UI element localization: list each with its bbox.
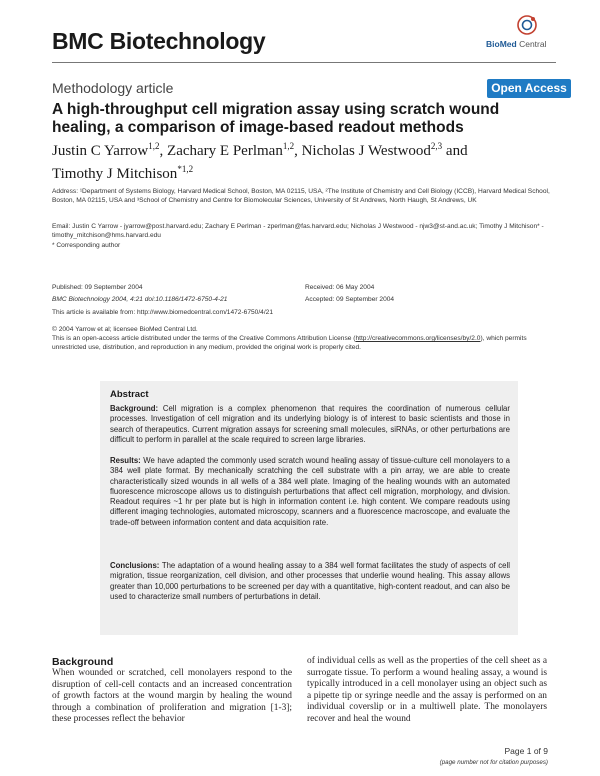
- accepted-date: Accepted: 09 September 2004: [305, 296, 395, 303]
- abstract-box: [100, 381, 518, 635]
- author-affil: 1,2: [282, 141, 295, 151]
- citation: BMC Biotechnology 2004, 4:21 doi:10.1186/1472-6750-4-21: [52, 296, 228, 303]
- article-title: A high-throughput cell migration assay using scratch wound healing, a comparison of image-based readout methods: [52, 101, 500, 136]
- author-affil: 2,3: [430, 141, 443, 151]
- published-date: Published: 09 September 2004: [52, 284, 143, 291]
- biomed-logo-icon: [516, 14, 538, 36]
- author-name: Justin C Yarrow: [52, 143, 149, 159]
- received-date: Received: 06 May 2004: [305, 284, 375, 291]
- open-access-badge[interactable]: Open Access: [487, 79, 571, 98]
- journal-title: BMC Biotechnology: [52, 28, 266, 54]
- author-affil: 1,2: [148, 141, 160, 151]
- copyright: © 2004 Yarrow et al; licensee BioMed Central Ltd.: [52, 326, 198, 333]
- body-column-left: When wounded or scratched, cell monolayers respond to the disruption of cell-cell contacts and an increased concentration of growth factors at the wound margin by healing the wound through a combination of proliferation and migration [1-3]; these processes reflect the behavior: [52, 668, 292, 725]
- author-list: Justin C Yarrow$^{1,2}$, Zachary E Perlman$^{1,2}$, Nicholas J Westwood$^{2,3}$ and Timothy J Mitchison$^{*1,2}$: [52, 141, 468, 182]
- license-text: This is an open-access article distributed under the terms of the Creative Commons Attribution License (http://creativecommons.org/licenses/by/2.0), which permits unrestricted use, distribution, and reproduction in any medium, provided the original work is properly cited.: [52, 335, 527, 351]
- abstract-conclusions: Conclusions: The adaptation of a wound healing assay to a 384 well format facilitates the study of aspects of cell migration, tissue reorganization, cell division, and other processes that underlie wound healing. This assay allows greater than 10,000 perturbations to be screened per day with a quantitative, high-content readout, and can also be used to characterize small numbers of perturbations in detail.: [110, 561, 510, 601]
- article-url[interactable]: This article is available from: http://www.biomedcentral.com/1472-6750/4/21: [52, 309, 273, 316]
- author-affil: *1,2: [177, 164, 194, 174]
- author-name: Zachary E Perlman: [167, 143, 283, 159]
- biomed-central-logo[interactable]: [478, 14, 564, 54]
- author-and: and: [445, 143, 468, 159]
- affiliation-address: Address: ¹Department of Systems Biology, Harvard Medical School, Boston, MA 02115, USA, ²The Institute of Chemistry and Cell Biology (ICCB), Harvard Medical School, Boston, MA 02115, USA and ³School of Chemistry and Centre for Biomolecular Sciences, University of St Andrews, North Haugh, St Andrews, UK: [52, 188, 550, 204]
- header-rule: [52, 62, 556, 63]
- abstract-background: Background: Cell migration is a complex phenomenon that requires the coordination of numerous cellular processes. Investigation of cell migration and its underlying biology is of interest to basic scientists and those in search of therapeutics. Current migration assays for screening small molecules, siRNAs, or other perturbations are difficult to perform in parallel at the scale required to screen large libraries.: [110, 404, 510, 444]
- page-number: Page 1 of 9: [504, 746, 548, 756]
- author-name: Timothy J Mitchison: [52, 166, 178, 182]
- abstract-heading: Abstract: [110, 389, 149, 400]
- logo-text: BioMed Central: [486, 39, 547, 49]
- page-number-note: (page number not for citation purposes): [439, 759, 548, 766]
- abstract-results: Results: We have adapted the commonly used scratch wound healing assay of tissue-culture cell monolayers to a 384 well plate format. By mechanically scratching the cell substrate with a pin array, we are able to create characteristically sized wounds in all wells of a 384 well plate. Imaging of the healing wounds with an automated fluorescence microscope allows us to distinguish perturbations that affect cell migration, morphology, and division. Readout requires ~1 hr per plate but is high in information content i.e. high content. We compare readouts using different imaging technologies, automated microscopy, scanners and a fluorescence macroscope, and evaluate the trade-off between information content and data acquisition rate.: [110, 456, 510, 527]
- section-heading-background: Background: [52, 656, 114, 668]
- author-name: Nicholas J Westwood: [301, 143, 431, 159]
- license-link[interactable]: http://creativecommons.org/licenses/by/2.0: [355, 335, 481, 342]
- corresponding-author-note: * Corresponding author: [52, 242, 121, 249]
- article-type: Methodology article: [52, 80, 174, 96]
- author-emails[interactable]: Email: Justin C Yarrow - jyarrow@post.harvard.edu; Zachary E Perlman - zperlman@fas.harvard.edu; Nicholas J Westwood - njw3@st-and.ac.uk; Timothy J Mitchison* - timothy_mitchison@hms.harvard.edu: [52, 223, 544, 239]
- body-column-right: of individual cells as well as the properties of the cell sheet as a surrogate tissue. To perform a wound healing assay, a wound is typically introduced in a cell monolayer using an object such as a pipette tip or syringe needle and the assay is performed on an individual coverslip or in a multiwell plate. The monolayers recover and heal the wound: [307, 656, 547, 724]
